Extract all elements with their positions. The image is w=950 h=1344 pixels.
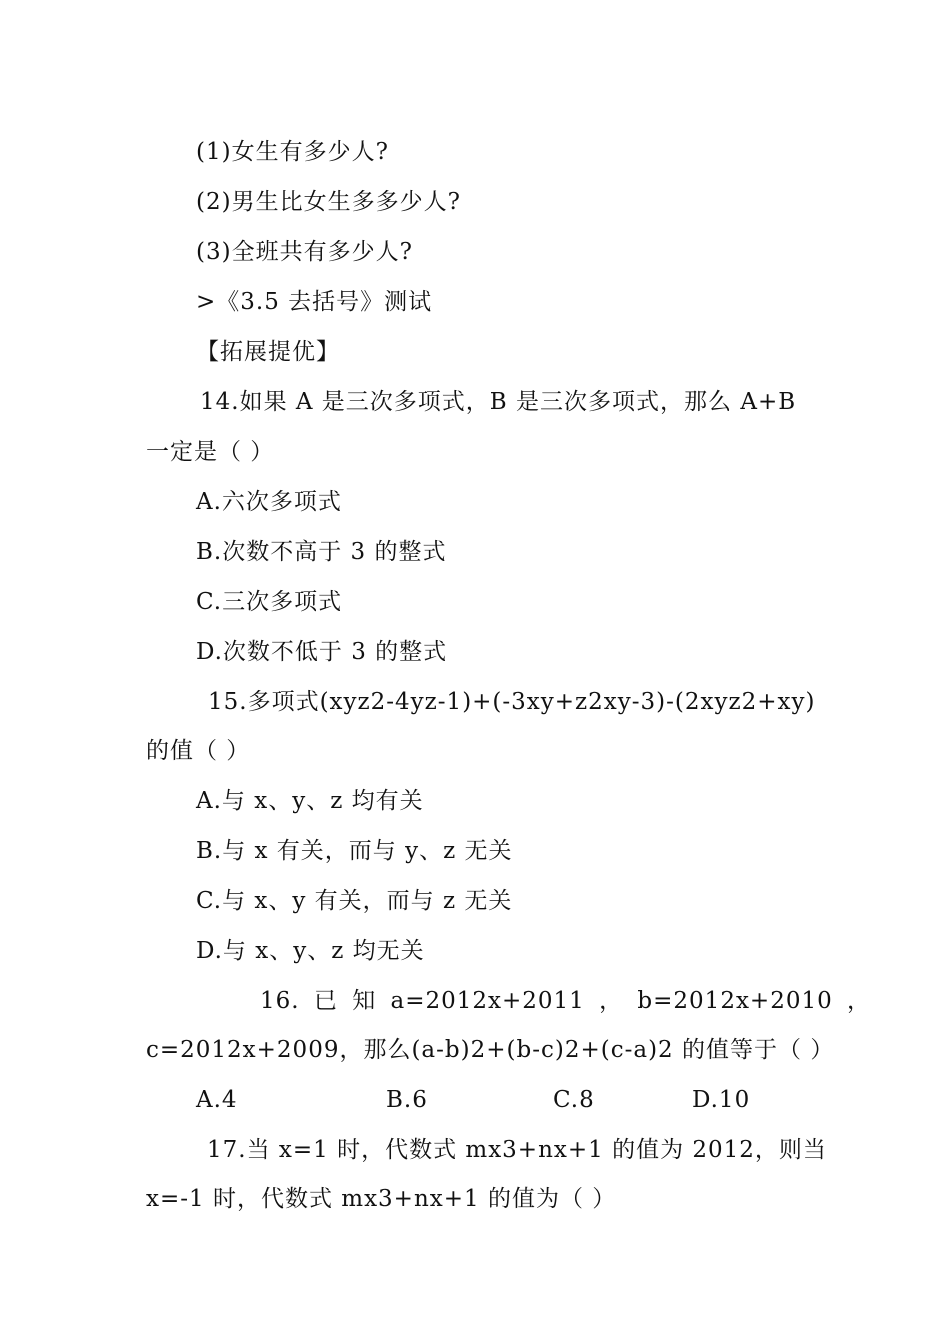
q15-option-b: B.与 x 有关，而与 y、z 无关 (196, 838, 513, 864)
q14-option-a: A.六次多项式 (196, 489, 342, 515)
q14-option-c: C.三次多项式 (196, 589, 343, 615)
q16-option-a: A.4 (196, 1087, 238, 1113)
q15-stem-line1: 15.多项式(xyz2-4yz-1)+(-3xy+z2xy-3)-(2xyz2+xy) (208, 689, 816, 715)
section-heading: 【拓展提优】 (196, 339, 340, 365)
q14-option-d: D.次数不低于 3 的整式 (196, 639, 448, 665)
q17-stem-line1: 17.当 x=1 时，代数式 mx3+nx+1 的值为 2012，则当 (207, 1137, 827, 1163)
q15-option-d: D.与 x、y、z 均无关 (196, 938, 425, 964)
section-link[interactable]: >《3.5 去括号》测试 (196, 289, 433, 315)
q15-option-c: C.与 x、y 有关，而与 z 无关 (196, 888, 513, 914)
question-2: (2)男生比女生多多少人? (196, 189, 461, 215)
q15-stem-line2: 的值（ ） (146, 738, 251, 764)
q14-stem-line2: 一定是（ ） (146, 439, 275, 465)
q16-stem-line2: c=2012x+2009，那么(a-b)2+(b-c)2+(c-a)2 的值等于（ ） (146, 1037, 835, 1063)
q16-option-c: C.8 (553, 1087, 595, 1113)
q15-option-a: A.与 x、y、z 均有关 (196, 788, 424, 814)
q17-stem-line2: x=-1 时，代数式 mx3+nx+1 的值为（ ） (146, 1186, 617, 1212)
question-3: (3)全班共有多少人? (196, 239, 413, 265)
q16-stem-line1: 16. 已 知 a=2012x+2011 ， b=2012x+2010 ， (260, 988, 872, 1014)
q14-option-b: B.次数不高于 3 的整式 (196, 539, 447, 565)
question-1: (1)女生有多少人? (196, 139, 389, 165)
q16-option-b: B.6 (386, 1087, 428, 1113)
q16-option-d: D.10 (692, 1087, 751, 1113)
q16-options (0, 1085, 950, 1115)
q14-stem-line1: 14.如果 A 是三次多项式，B 是三次多项式，那么 A+B (200, 389, 797, 415)
